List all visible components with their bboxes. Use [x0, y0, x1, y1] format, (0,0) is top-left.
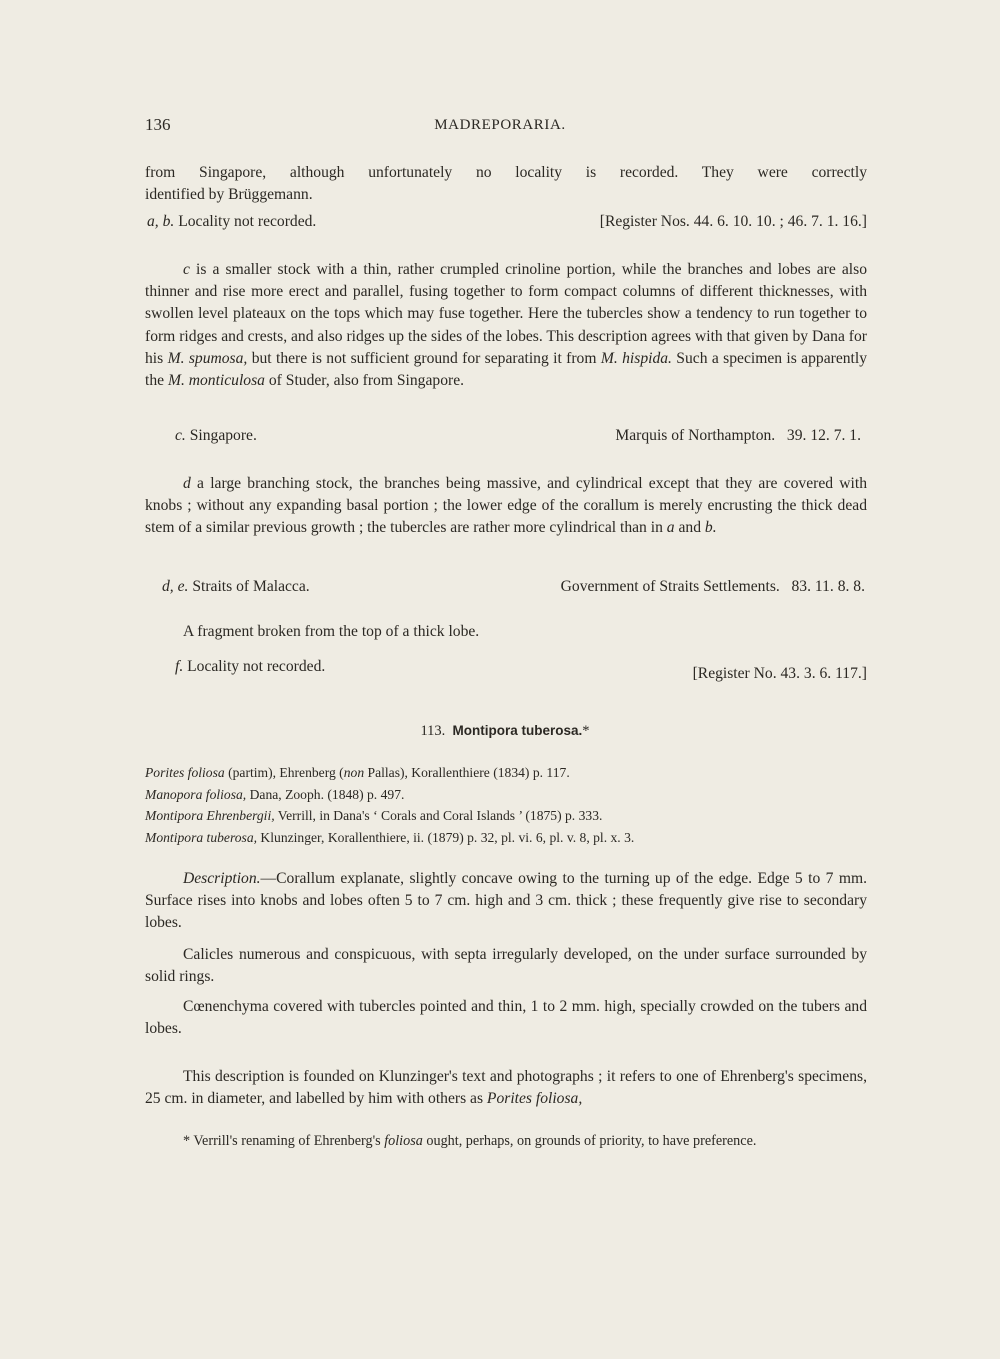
footnote-mark: *	[582, 723, 590, 739]
synonym-text: Verrill, in Dana's ‘ Corals and Coral Islands ’ (1875) p. 333.	[274, 808, 603, 823]
specimen-de-donor: Government of Straits Settlements.	[560, 578, 780, 595]
paragraph-c-text-2: but there is not sufficient ground for separating it from	[247, 349, 601, 367]
specimen-de	[145, 576, 867, 598]
final-paragraph-text: This description is founded on Klunzinger's text and photographs ; it refers to one of Ehrenberg's specimens, 25 cm. in diameter, and labelled by him with others as	[145, 1068, 867, 1108]
footnote-text-2: ought, perhaps, on grounds of priority, to have preference.	[422, 1133, 757, 1149]
specimen-ab	[145, 211, 867, 233]
description-label: Description.	[183, 870, 261, 887]
synonym-text-2: Pallas), Korallenthiere (1834) p. 117.	[364, 765, 570, 780]
synonym-name: Montipora tuberosa,	[145, 830, 258, 845]
paragraph-d	[145, 473, 867, 540]
running-title: MADREPORARIA.	[434, 117, 566, 133]
paragraph-c-text-3: Such a specimen is apparently the	[145, 349, 867, 390]
description-paragraph-3	[145, 996, 867, 1040]
intro-line-1: from Singapore, although unfortunately no locality is recorded. They were correctly	[145, 164, 867, 181]
intro-paragraph	[145, 162, 867, 206]
taxon-spumosa: M. spumosa,	[167, 349, 248, 367]
synonym-non: non	[343, 765, 365, 780]
specimen-f-register: [Register No. 43. 3. 6. 117.]	[692, 665, 867, 682]
paragraph-d-ref-a: a	[666, 519, 675, 537]
footnote-foliosa: foliosa	[384, 1133, 423, 1149]
specimen-c-locality: Singapore.	[189, 427, 257, 444]
taxon-porites-foliosa: Porites foliosa,	[486, 1090, 583, 1108]
description-text-3: Cœnenchyma covered with tubercles pointed and thin, 1 to 2 mm. high, specially crowded on the tubers and lobes.	[145, 998, 867, 1038]
footnote-text-1: * Verrill's renaming of Ehrenberg's	[183, 1133, 385, 1149]
final-paragraph	[145, 1066, 867, 1110]
specimen-c-donor: Marquis of Northampton.	[615, 427, 776, 444]
paragraph-d-text-2: and	[674, 519, 705, 537]
synonym-text: Klunzinger, Korallenthiere, ii. (1879) p. 32, pl. vi. 6, pl. v. 8, pl. x. 3.	[257, 830, 635, 845]
description-text-1: —Corallum explanate, slightly concave owing to the turning up of the edge. Edge 5 to 7 mm. Surface rises into knobs and lobes often 5 to 7 cm. high and 3 cm. thick ; these frequently give rise to secondary lobes.	[145, 870, 867, 932]
specimen-ab-label: a, b.	[147, 213, 175, 230]
synonym-name: Montipora Ehrenbergii,	[145, 808, 275, 823]
intro-line-2: identified by Brüggemann.	[145, 186, 313, 204]
paragraph-c-text-4: of Studer, also from Singapore.	[264, 372, 465, 390]
synonym-name: Manopora foliosa,	[145, 787, 247, 802]
paragraph-c	[145, 259, 867, 392]
taxon-monticulosa: M. monticulosa	[167, 372, 265, 390]
fragment-note	[145, 621, 867, 643]
species-heading	[0, 723, 1000, 740]
taxon-hispida: M. hispida.	[600, 349, 672, 367]
synonym-line	[145, 828, 634, 848]
specimen-de-register: 83. 11. 8. 8.	[791, 578, 865, 595]
synonym-line	[145, 785, 404, 805]
synonym-text: (partim), Ehrenberg (	[224, 765, 344, 780]
specimen-c	[145, 425, 867, 447]
paragraph-c-text-1: is a smaller stock with a thin, rather crumpled crinoline portion, while the branches and lobes are also thinner and rise more erect and parallel, fusing together to form compact columns of different thicknesses, with swollen level plateaux on the tops which may fuse together. Here the tubercles show a tendency to run together to form ridges and crests, and also ridges up the sides of the lobes. This description agrees with that given by Dana for his	[145, 261, 867, 367]
specimen-c-label: c.	[175, 427, 186, 444]
specimen-ab-register: [Register Nos. 44. 6. 10. 10. ; 46. 7. 1. 16.]	[599, 213, 867, 230]
species-name: Montipora tuberosa.	[452, 723, 583, 738]
specimen-de-label: d, e.	[162, 578, 189, 595]
page-number: 136	[145, 115, 171, 134]
description-text-2: Calicles numerous and conspicuous, with septa irregularly developed, on the under surface surrounded by solid rings.	[145, 946, 867, 986]
specimen-c-register: 39. 12. 7. 1.	[786, 427, 861, 444]
specimen-f-locality: Locality not recorded.	[187, 658, 326, 675]
description-paragraph-1	[145, 868, 867, 935]
paragraph-c-lead: c	[183, 261, 190, 278]
footnote	[145, 1131, 867, 1151]
description-paragraph-2	[145, 944, 867, 988]
synonym-line	[145, 763, 570, 783]
synonym-name: Porites foliosa	[145, 765, 225, 780]
paragraph-d-text-1: a large branching stock, the branches being massive, and cylindrical except that they are covered with knobs ; without any expanding basal portion ; the lower edge of the corallum is merely encrusting the thick dead stem of a similar previous growth ; the tubercles are rather more cylindrical than in	[145, 475, 867, 537]
specimen-f	[145, 656, 867, 682]
specimen-de-locality: Straits of Malacca.	[192, 578, 310, 595]
synonym-text: Dana, Zooph. (1848) p. 497.	[246, 787, 405, 802]
fragment-note-text: A fragment broken from the top of a thick lobe.	[183, 623, 480, 640]
paragraph-d-ref-b: b.	[704, 519, 717, 537]
specimen-f-label: f.	[175, 658, 184, 675]
synonym-line	[145, 806, 602, 826]
specimen-ab-locality: Locality not recorded.	[178, 213, 317, 230]
species-number: 113.	[420, 723, 446, 739]
paragraph-d-lead: d	[183, 475, 191, 492]
